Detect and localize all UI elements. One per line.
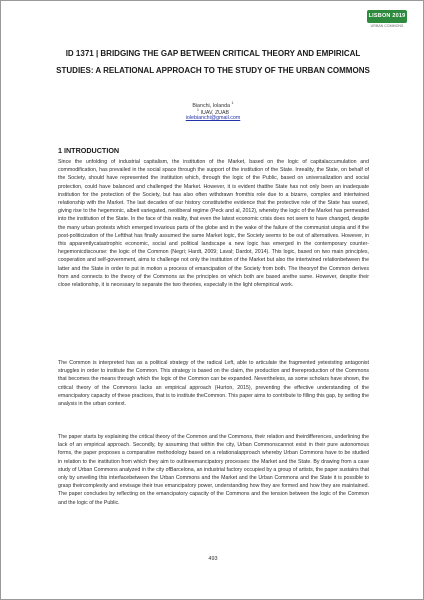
affiliation-text: IUAV, ZUAB <box>200 109 230 116</box>
affiliation-superscript: 1 <box>196 108 200 112</box>
paper-title: ID 1371 | BRIDGING THE GAP BETWEEN CRITICAL THEORY AND EMPIRICAL STUDIES: A RELATIONAL APPROACH TO THE STUDY OF THE URBAN COMMONS <box>56 49 370 76</box>
body-paragraph: The paper starts by explaining the critical theory of the Common and the Commons, their relation and theirdifferences, underlining the lack of an empirical approach. Secondly, by assuming that within the city, Urban Commonscannot exist in their pure autonomous forms, the paper proposes a comparative methodology based on a relationalapproach whereby Urban Commons have to be studied in relation to the institution from which they aim to outlineemancipatory processes: the Market and the State. By drawing from a case study of Urban Commons analyzed in the city ofBarcelona, an industrial factory occupied by a group of artists, the paper sustains that only by unveiling this interfacebetween the Urban Commons and the Market and the Urban Commons and the State it is possible to grasp theircomplexity and envisage their true emancipatory power, understanding how they are formed and how they are maintained. The paper concludes by reflecting on the emancipatory capacity of the Commons and the tension between the logic of the Common and the logic of the Public. <box>58 434 369 506</box>
section-heading: 1 INTRODUCTION <box>58 146 120 155</box>
author-email-link[interactable]: iolebianchi@gmail.com <box>185 115 241 121</box>
author-name: Bianchi, Iolanda <box>192 102 231 109</box>
body-paragraph: The Common is interpreted has as a political strategy of the radical Left, able to articulate the fragmented yetexisting antagonist struggles in order to institute the Common. This strategy is based on the claim, the production and thereproduction of the Commons that becomes the means through which the logic of the Common can be expanded. Nevertheless, as some scholars have shown, the critical theory of the Commons lacks an empirical approach (Hurton, 2015), preventing the effective understanding of the emancipatory capacity of these practices, that is to institute theCommon. This paper aims to contribute to filling this gap, by setting the analysis in the urban context. <box>58 360 369 408</box>
page-number: 493 <box>208 556 218 562</box>
body-paragraph: Since the unfolding of industrial capitalism, the institution of the Market, based on the logic of capitalaccumulation and commodification, has prevailed in the social space through the support of the institution of the State. Inreality, the State, on behalf of the Society, should have represented the institution which, through the logic of the Public, based on universalization and social protection, could have balanced and challenged the Market. However, it is evident thatthe State has not only been an inadequate institution for the protection of the Society, but has also often withdrawn fromthis role due to a bizarre, complex and intertwined relationship with the Market. The last decades of our history constitutethe evidence that the protective role of the State has waned, giving rise to the hegemonic, albeit variegated, neoliberal regime (Peck and al, 2012), whereby the logic of the Market has permeated into the institution of the State. In the face of this reality, that even the latest economic crisis does not seem to have changed, despite the many urban protests which emerged invarious parts of the globe and in the wake of the failure of the communist utopia and if the post-politicization of the Leftthat has finally assumed the same Market logic, the Society seems to be out of alternatives. However, in this apparentlycatastrophic economic, social and political landscape a new logic has emerged in the contemporary counter-hegemonicdiscourse: the logic of the Common (Negri; Hardt, 2009; Laval; Dardot, 2014). This logic, based on two main principles, cooperation and self-government, aims to challenge not only the institution of the Market but also the intertwined relationbetween the latter and the State in order to put in motion a process of emancipation of the Society from both. The theoryof the Common derives from and connects to the theory of the Commons as the principles on which both are based arethe same. However, despite their close relationship, it is necessary to separate the two theories, especially in the light ofempirical work. <box>58 159 369 289</box>
conference-logo <box>367 10 407 32</box>
logo-badge: LISBON 2019 <box>367 10 407 23</box>
author-superscript: 1 <box>231 101 234 105</box>
logo-subtext: URBAN COMMONS <box>370 24 404 28</box>
